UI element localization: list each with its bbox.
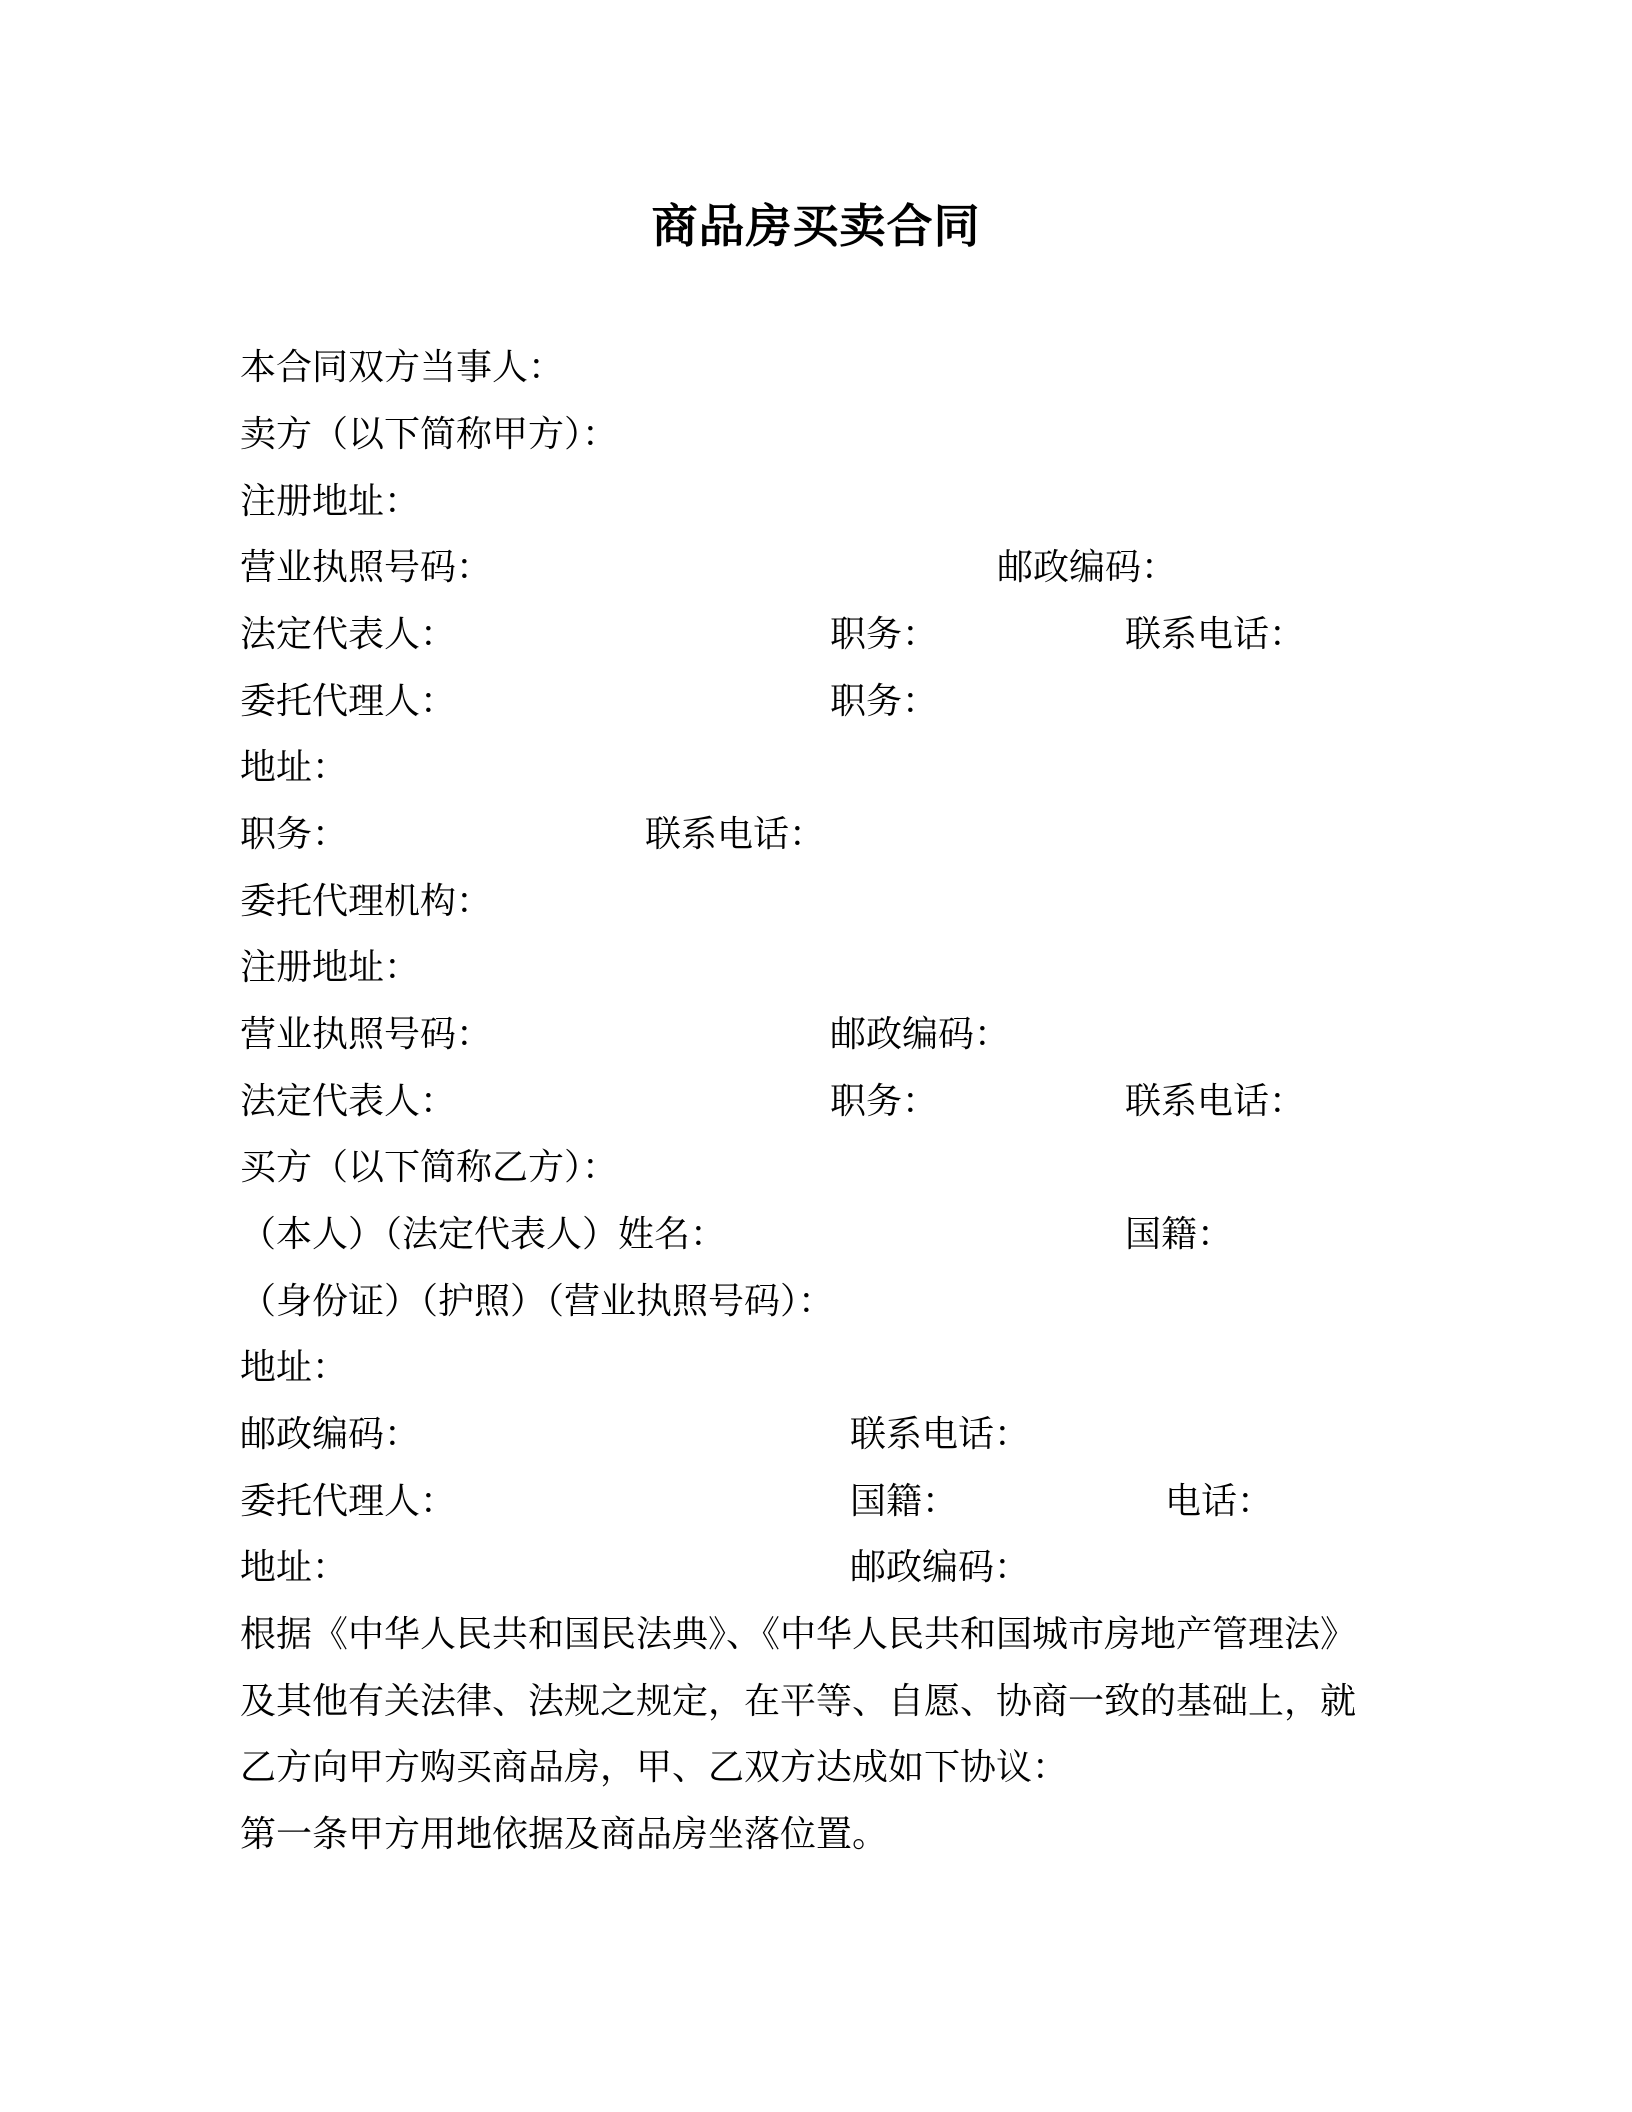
seller-heading-text: 卖方（以下简称甲方）： bbox=[240, 414, 619, 455]
seller-agency-label: 委托代理机构： bbox=[240, 881, 493, 922]
seller-agent-label: 委托代理人： bbox=[240, 681, 457, 722]
buyer-agent-address-label: 地址： bbox=[240, 1547, 349, 1588]
seller-phone-label: 联系电话： bbox=[645, 814, 826, 855]
seller-position-label: 职务： bbox=[240, 814, 349, 855]
seller-agency-legal-rep-row bbox=[240, 1074, 1420, 1130]
seller-address-row bbox=[240, 740, 348, 796]
buyer-name-row bbox=[240, 1207, 1420, 1263]
buyer-phone-label: 联系电话： bbox=[850, 1414, 1031, 1455]
seller-agency-legal-rep-position-label: 职务： bbox=[830, 1081, 939, 1122]
buyer-heading-text: 买方（以下简称乙方）： bbox=[240, 1147, 619, 1188]
buyer-agent-row bbox=[240, 1474, 1420, 1530]
buyer-agent-postcode-label: 邮政编码： bbox=[850, 1547, 1031, 1588]
preamble-line-2: 及其他有关法律、法规之规定，在平等、自愿、协商一致的基础上，就 bbox=[240, 1681, 1357, 1722]
seller-heading bbox=[240, 407, 618, 463]
seller-legal-rep-position-label: 职务： bbox=[830, 614, 939, 655]
seller-legal-rep-row bbox=[240, 607, 1420, 663]
article-1-heading: 第一条甲方用地依据及商品房坐落位置。 bbox=[240, 1814, 889, 1855]
buyer-address-row bbox=[240, 1340, 348, 1396]
seller-agency-license-label: 营业执照号码： bbox=[240, 1014, 493, 1055]
preamble-line-1: 根据《中华人民共和国民法典》、《中华人民共和国城市房地产管理法》 bbox=[240, 1614, 1357, 1655]
seller-agent-position-label: 职务： bbox=[830, 681, 939, 722]
seller-reg-address-label: 注册地址： bbox=[240, 481, 421, 522]
seller-agency-reg-address-label: 注册地址： bbox=[240, 947, 421, 988]
document-title: 商品房买卖合同 bbox=[651, 199, 981, 253]
buyer-heading bbox=[240, 1140, 618, 1196]
preamble-line-3: 乙方向甲方购买商品房，甲、乙双方达成如下协议： bbox=[240, 1747, 1069, 1788]
buyer-id-row bbox=[240, 1274, 834, 1330]
seller-agency-postcode-label: 邮政编码： bbox=[830, 1014, 1011, 1055]
seller-address-label: 地址： bbox=[240, 747, 349, 788]
seller-postcode-label: 邮政编码： bbox=[997, 547, 1178, 588]
seller-reg-address-row bbox=[240, 474, 420, 530]
seller-agency-reg-address-row bbox=[240, 940, 420, 996]
buyer-agent-phone-label: 电话： bbox=[1165, 1481, 1274, 1522]
seller-agency-row bbox=[240, 874, 492, 930]
seller-agency-legal-rep-phone-label: 联系电话： bbox=[1125, 1081, 1306, 1122]
parties-heading-text: 本合同双方当事人： bbox=[240, 347, 565, 388]
seller-agency-license-row bbox=[240, 1007, 1420, 1063]
seller-license-row bbox=[240, 540, 1420, 596]
seller-agency-legal-rep-label: 法定代表人： bbox=[240, 1081, 457, 1122]
buyer-postcode-row bbox=[240, 1407, 1420, 1463]
seller-position-row bbox=[240, 807, 1420, 863]
buyer-address-label: 地址： bbox=[240, 1347, 349, 1388]
buyer-postcode-label: 邮政编码： bbox=[240, 1414, 421, 1455]
buyer-nationality-label: 国籍： bbox=[1125, 1214, 1234, 1255]
seller-legal-rep-label: 法定代表人： bbox=[240, 614, 457, 655]
buyer-agent-address-row bbox=[240, 1540, 1420, 1596]
buyer-name-label: （本人）（法定代表人）姓名： bbox=[240, 1214, 727, 1255]
buyer-agent-nationality-label: 国籍： bbox=[850, 1481, 959, 1522]
seller-license-label: 营业执照号码： bbox=[240, 547, 493, 588]
buyer-id-label: （身份证）（护照）（营业执照号码）： bbox=[240, 1281, 835, 1322]
seller-legal-rep-phone-label: 联系电话： bbox=[1125, 614, 1306, 655]
seller-agent-row bbox=[240, 674, 1420, 730]
buyer-agent-label: 委托代理人： bbox=[240, 1481, 457, 1522]
parties-heading bbox=[240, 340, 564, 396]
